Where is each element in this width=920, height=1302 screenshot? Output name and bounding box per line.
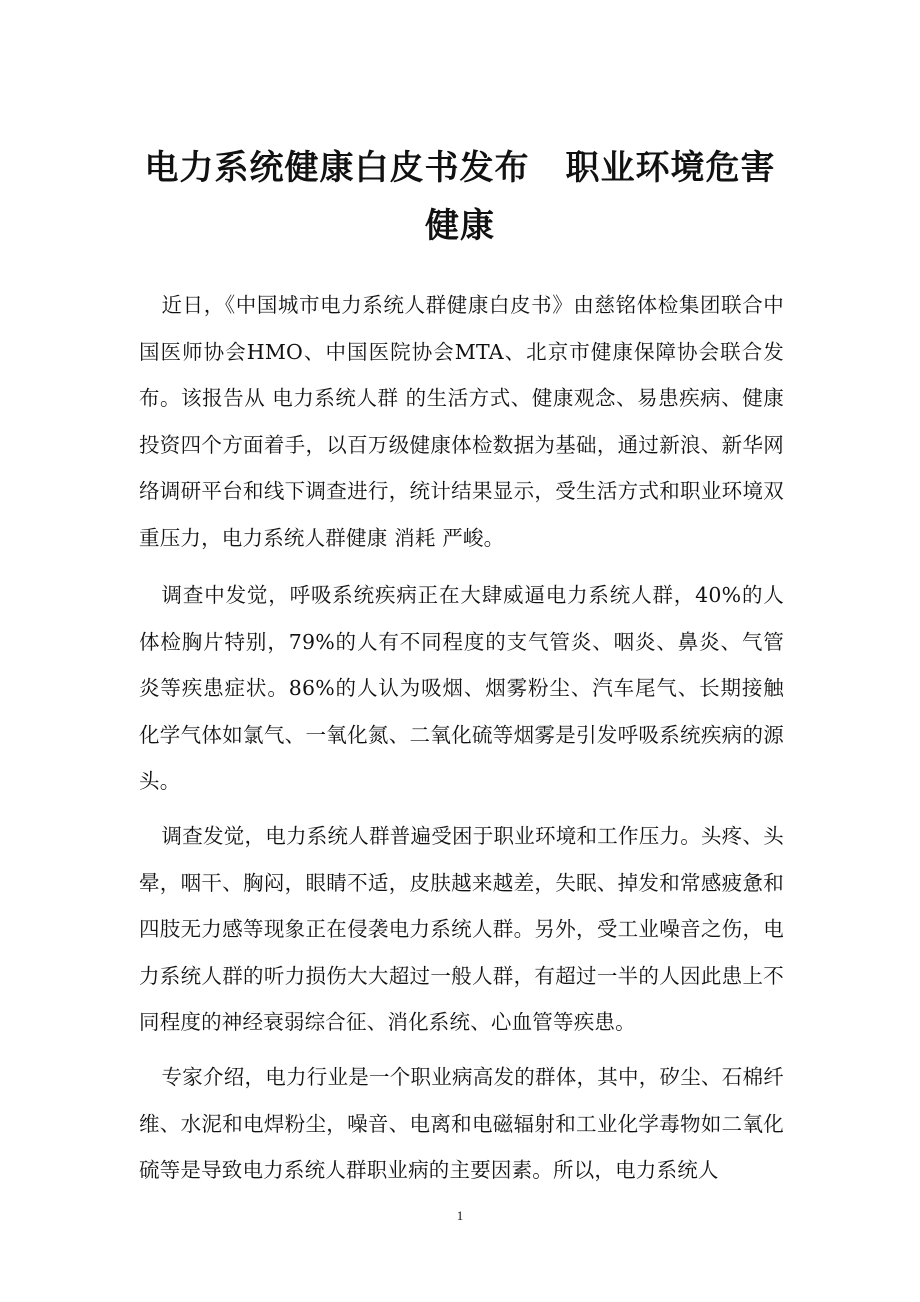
paragraph-2-container <box>139 572 784 805</box>
paragraph-4-container <box>139 1054 784 1194</box>
paragraph-3-container <box>139 813 784 1046</box>
document-title-part-1: 电力系统健康白皮书发布 <box>144 148 530 188</box>
paragraph-1: 近日，《中国城市电力系统人群健康白皮书》由慈铭体检集团联合中国医师协会HMO、中国医院协会MTA、北京市健康保障协会联合发布。该报告从 电力系统人群 的生活方式、健康观念、易患疾病、健康投资四个方面着手，以百万级健康体检数据为基础，通过新浪、新华网络调研平台和线下调查进行，统计结果显示，受生活方式和职业环境双重压力，电力系统人群健康 消耗 严峻。 <box>139 293 784 550</box>
paragraph-4: 专家介绍，电力行业是一个职业病高发的群体，其中，矽尘、石棉纤维、水泥和电焊粉尘，噪音、电离和电磁辐射和工业化学毒物如二氧化硫等是导致电力系统人群职业病的主要因素。所以，电力系统人 <box>139 1065 784 1182</box>
paragraph-2: 调查中发觉，呼吸系统疾病正在大肆威逼电力系统人群，40%的人体检胸片特别，79%的人有不同程度的支气管炎、咽炎、鼻炎、气管炎等疾患症状。86%的人认为吸烟、烟雾粉尘、汽车尾气、长期接触化学气体如氯气、一氧化氮、二氧化硫等烟雾是引发呼吸系统疾病的源头。 <box>139 583 784 793</box>
paragraph-3: 调查发觉，电力系统人群普遍受困于职业环境和工作压力。头疼、头晕，咽干、胸闷，眼睛不适，皮肤越来越差，失眠、掉发和常感疲惫和四肢无力感等现象正在侵袭电力系统人群。另外，受工业噪音之伤，电力系统人群的听力损伤大大超过一般人群，有超过一半的人因此患上不同程度的神经衰弱综合征、消化系统、心血管等疾患。 <box>139 824 784 1034</box>
document-title-part-2: 职业环境危害 <box>565 148 776 188</box>
document-title-line-2: 健康 <box>425 206 495 246</box>
paragraph-1-container <box>139 282 784 561</box>
page-number: 1 <box>456 1208 464 1223</box>
document-title-line-1 <box>130 136 790 200</box>
